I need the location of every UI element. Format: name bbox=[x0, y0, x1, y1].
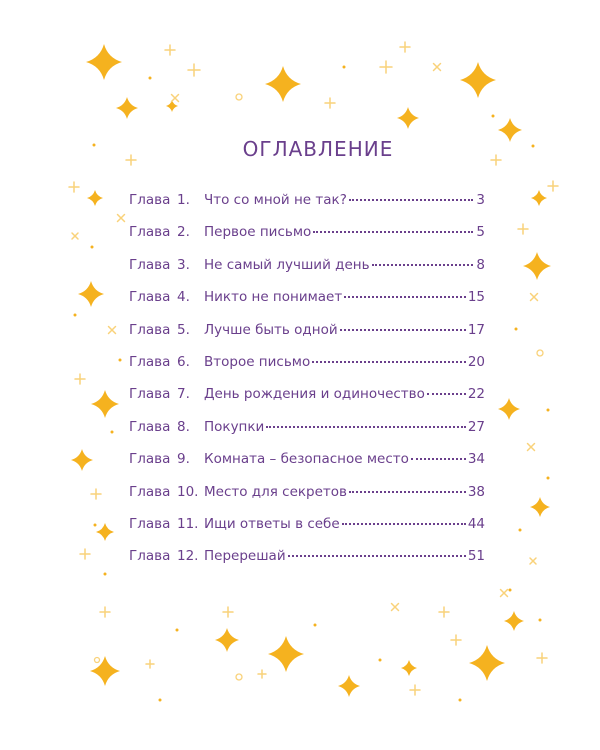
dot-star-icon bbox=[104, 573, 107, 576]
plus-star-icon bbox=[75, 374, 85, 384]
toc-entry[interactable] bbox=[129, 419, 485, 451]
dot-leader bbox=[411, 458, 466, 460]
chapter-number: 3. bbox=[177, 256, 190, 273]
chapter-word: Глава bbox=[129, 418, 171, 435]
dot-star-icon bbox=[547, 477, 550, 480]
chapter-word: Глава bbox=[129, 192, 171, 208]
page-number: 17 bbox=[467, 321, 485, 338]
sparkle-star-icon bbox=[96, 523, 114, 541]
plus-star-icon bbox=[548, 181, 558, 191]
plus-star-icon bbox=[410, 685, 420, 695]
sparkle-star-icon bbox=[531, 190, 547, 206]
toc-entry[interactable] bbox=[129, 322, 485, 354]
dot-leader bbox=[342, 523, 466, 525]
dot-leader bbox=[427, 393, 466, 395]
sparkle-star-icon bbox=[504, 611, 524, 631]
sparkle-star-icon bbox=[338, 675, 360, 697]
dot-star-icon bbox=[379, 659, 382, 662]
ring-star-icon bbox=[537, 350, 543, 356]
chapter-title: Первое письмо bbox=[204, 224, 312, 241]
page-number: 8 bbox=[476, 256, 485, 273]
plus-star-icon bbox=[188, 64, 200, 76]
chapter-number: 7. bbox=[177, 386, 190, 403]
sparkle-star-icon bbox=[498, 398, 520, 420]
page-title: ОГЛАВЛЕНИЕ bbox=[242, 137, 394, 161]
plus-star-icon bbox=[258, 670, 266, 678]
table-of-contents bbox=[129, 192, 485, 581]
plus-star-icon bbox=[80, 549, 90, 559]
chapter-number: 9. bbox=[177, 451, 190, 468]
dot-leader bbox=[312, 361, 466, 363]
cross-star-icon bbox=[531, 294, 538, 301]
dot-star-icon bbox=[519, 529, 522, 532]
chapter-number: 12. bbox=[177, 548, 199, 565]
chapter-word: Глава bbox=[129, 515, 171, 532]
chapter-number: 8. bbox=[177, 418, 190, 435]
ring-star-icon bbox=[95, 658, 100, 663]
dot-star-icon bbox=[91, 246, 94, 249]
dot-star-icon bbox=[111, 431, 114, 434]
toc-entry[interactable] bbox=[129, 224, 485, 256]
chapter-title: Второе письмо bbox=[204, 353, 311, 370]
plus-star-icon bbox=[518, 224, 528, 234]
sparkle-star-icon bbox=[215, 628, 239, 652]
dot-star-icon bbox=[509, 589, 512, 592]
chapter-word: Глава bbox=[129, 386, 171, 403]
plus-star-icon bbox=[100, 607, 110, 617]
ring-star-icon bbox=[236, 94, 242, 100]
dot-leader bbox=[349, 199, 473, 201]
chapter-word: Глава bbox=[129, 289, 171, 306]
plus-star-icon bbox=[537, 653, 547, 663]
chapter-title: Комната – безопасное место bbox=[204, 451, 409, 468]
chapter-word: Глава bbox=[129, 353, 171, 370]
dot-leader bbox=[313, 231, 473, 233]
dot-star-icon bbox=[459, 699, 462, 702]
chapter-title: Место для секретов bbox=[204, 483, 348, 500]
dot-leader bbox=[372, 264, 473, 266]
toc-entry[interactable] bbox=[129, 386, 485, 418]
chapter-title: Ищи ответы в себе bbox=[204, 515, 340, 532]
chapter-word: Глава bbox=[129, 224, 171, 241]
sparkle-star-icon bbox=[78, 281, 104, 307]
plus-star-icon bbox=[223, 607, 233, 617]
dot-star-icon bbox=[492, 115, 495, 118]
cross-star-icon bbox=[72, 233, 78, 239]
toc-entry[interactable] bbox=[129, 548, 485, 580]
dot-leader bbox=[349, 491, 466, 493]
page-number: 27 bbox=[467, 418, 485, 435]
chapter-word: Глава bbox=[129, 483, 171, 500]
chapter-title: Покупки bbox=[204, 418, 265, 435]
chapter-title: Лучше быть одной bbox=[204, 321, 338, 338]
chapter-number: 5. bbox=[177, 321, 190, 338]
toc-entry[interactable] bbox=[129, 516, 485, 548]
toc-entry[interactable] bbox=[129, 451, 485, 483]
chapter-title: Что со мной не так? bbox=[204, 192, 347, 208]
toc-entry[interactable] bbox=[129, 484, 485, 516]
dot-star-icon bbox=[74, 314, 77, 317]
sparkle-star-icon bbox=[523, 252, 551, 280]
chapter-number: 1. bbox=[177, 192, 190, 208]
dot-leader bbox=[344, 296, 466, 298]
dot-star-icon bbox=[94, 524, 97, 527]
plus-star-icon bbox=[146, 660, 154, 668]
cross-star-icon bbox=[501, 590, 508, 597]
page-number: 34 bbox=[467, 451, 485, 468]
page-number: 51 bbox=[467, 548, 485, 565]
dot-star-icon bbox=[547, 409, 550, 412]
chapter-number: 4. bbox=[177, 289, 190, 306]
plus-star-icon bbox=[380, 61, 392, 73]
dot-star-icon bbox=[149, 77, 152, 80]
chapter-number: 10. bbox=[177, 483, 199, 500]
dot-leader bbox=[340, 329, 466, 331]
sparkle-star-icon bbox=[401, 660, 417, 676]
page-number: 3 bbox=[476, 192, 485, 208]
dot-star-icon bbox=[176, 629, 179, 632]
plus-star-icon bbox=[451, 635, 461, 645]
plus-star-icon bbox=[400, 42, 410, 52]
dot-star-icon bbox=[159, 699, 162, 702]
plus-star-icon bbox=[165, 45, 175, 55]
chapter-word: Глава bbox=[129, 548, 171, 565]
cross-star-icon bbox=[172, 95, 179, 102]
dot-star-icon bbox=[314, 624, 317, 627]
plus-star-icon bbox=[325, 98, 335, 108]
plus-star-icon bbox=[69, 182, 79, 192]
cross-star-icon bbox=[528, 444, 535, 451]
page-number: 15 bbox=[467, 289, 485, 306]
sparkle-star-icon bbox=[397, 107, 419, 129]
sparkle-star-icon bbox=[268, 636, 304, 672]
chapter-title: Перерешай bbox=[204, 548, 286, 565]
dot-star-icon bbox=[539, 619, 542, 622]
sparkle-star-icon bbox=[71, 449, 93, 471]
sparkle-star-icon bbox=[469, 645, 505, 681]
chapter-title: Не самый лучший день bbox=[204, 256, 370, 273]
chapter-title: День рождения и одиночество bbox=[204, 386, 425, 403]
sparkle-star-icon bbox=[87, 190, 103, 206]
chapter-word: Глава bbox=[129, 451, 171, 468]
toc-entry[interactable] bbox=[129, 192, 485, 224]
sparkle-star-icon bbox=[265, 66, 301, 102]
ring-star-icon bbox=[236, 674, 242, 680]
chapter-title: Никто не понимает bbox=[204, 289, 343, 306]
dot-star-icon bbox=[343, 66, 346, 69]
dot-star-icon bbox=[119, 359, 122, 362]
sparkle-star-icon bbox=[530, 497, 550, 517]
chapter-number: 6. bbox=[177, 353, 190, 370]
toc-entry[interactable] bbox=[129, 289, 485, 321]
chapter-word: Глава bbox=[129, 256, 171, 273]
dot-leader bbox=[288, 555, 466, 557]
sparkle-star-icon bbox=[116, 97, 138, 119]
dot-leader bbox=[266, 426, 466, 428]
dot-star-icon bbox=[515, 328, 518, 331]
sparkle-star-icon bbox=[86, 44, 122, 80]
page-number: 22 bbox=[467, 386, 485, 403]
cross-star-icon bbox=[434, 64, 441, 71]
plus-star-icon bbox=[91, 489, 101, 499]
plus-star-icon bbox=[439, 607, 449, 617]
sparkle-star-icon bbox=[91, 390, 119, 418]
cross-star-icon bbox=[392, 604, 399, 611]
chapter-word: Глава bbox=[129, 321, 171, 338]
cross-star-icon bbox=[109, 327, 116, 334]
chapter-number: 11. bbox=[177, 515, 199, 532]
page-number: 20 bbox=[467, 353, 485, 370]
cross-star-icon bbox=[118, 215, 125, 222]
page-number: 38 bbox=[467, 483, 485, 500]
page-number: 5 bbox=[476, 224, 485, 241]
cross-star-icon bbox=[530, 558, 536, 564]
sparkle-star-icon bbox=[460, 62, 496, 98]
page-number: 44 bbox=[467, 515, 485, 532]
toc-entry[interactable] bbox=[129, 354, 485, 386]
chapter-number: 2. bbox=[177, 224, 190, 241]
toc-entry[interactable] bbox=[129, 257, 485, 289]
